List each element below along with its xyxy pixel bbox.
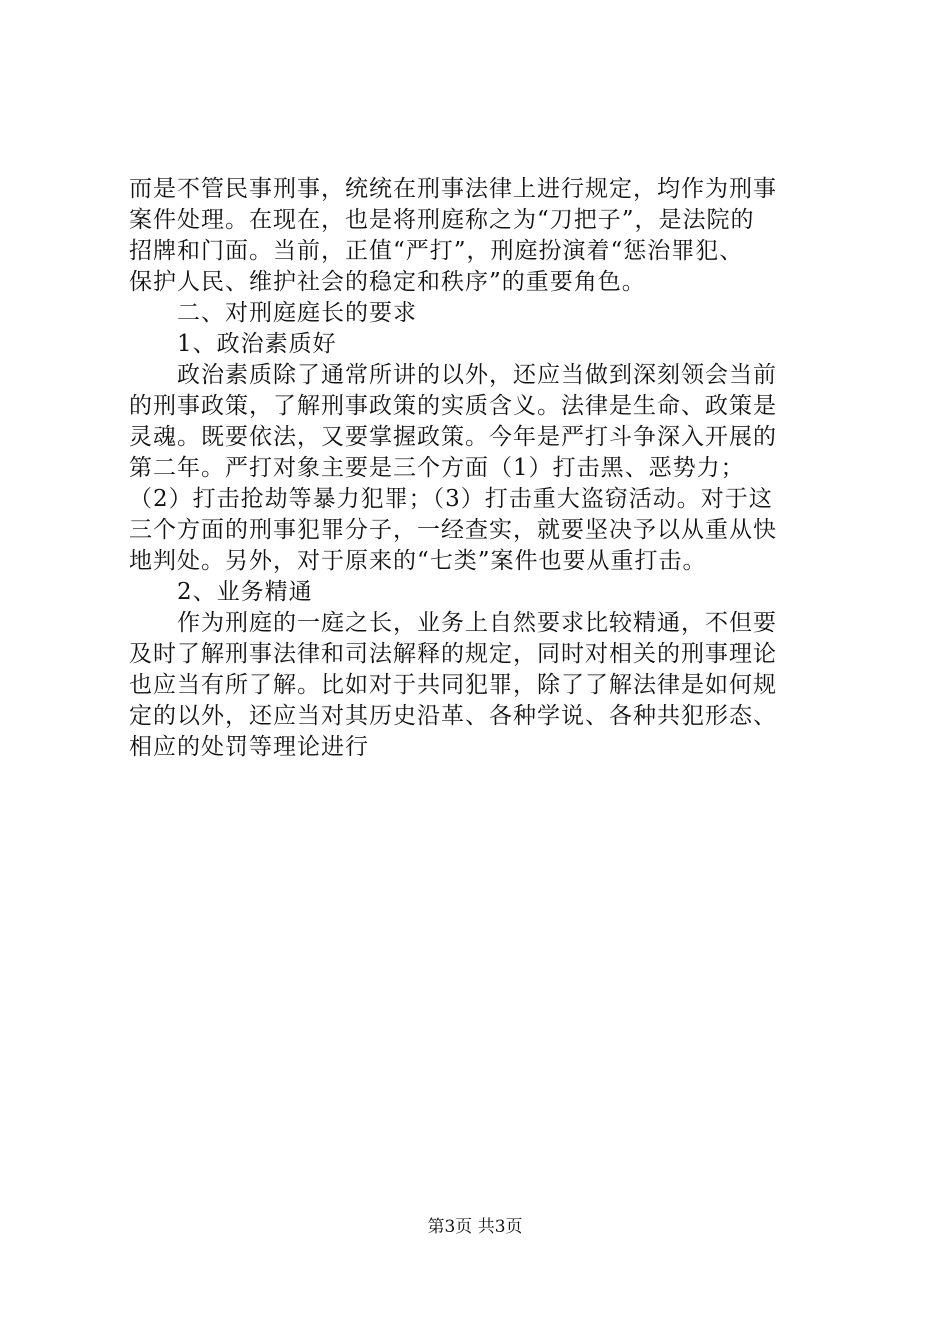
paragraph-line: 政治素质除了通常所讲的以外，还应当做到深刻领会当前 [177, 362, 777, 388]
paragraph-line: 第二年。严打对象主要是三个方面（1）打击黑、恶势力； [129, 455, 745, 481]
paragraph-line: 地判处。另外，对于原来的“七类”案件也要从重打击。 [129, 548, 707, 574]
subsection-heading: 2、业务精通 [177, 579, 313, 605]
paragraph-line: 案件处理。在现在，也是将刑庭称之为“刀把子”，是法院的 [129, 207, 755, 233]
paragraph-line: 招牌和门面。当前，正值“严打”，刑庭扮演着“惩治罪犯、 [129, 238, 744, 264]
paragraph-line: 三个方面的刑事犯罪分子，一经查实，就要坚决予以从重从快 [129, 517, 777, 543]
page-footer [0, 1216, 950, 1238]
paragraph-line: 相应的处罚等理论进行 [129, 734, 369, 760]
paragraph-line: （2）打击抢劫等暴力犯罪；（3）打击重大盗窃活动。对于这 [129, 486, 773, 512]
paragraph-line: 也应当有所了解。比如对于共同犯罪，除了了解法律是如何规 [129, 672, 777, 698]
paragraph-line: 的刑事政策，了解刑事政策的实质含义。法律是生命、政策是 [129, 393, 777, 419]
section-heading: 二、对刑庭庭长的要求 [177, 300, 417, 326]
document-body [129, 174, 829, 763]
paragraph-line: 及时了解刑事法律和司法解释的规定，同时对相关的刑事理论 [129, 641, 777, 667]
paragraph-line: 灵魂。既要依法，又要掌握政策。今年是严打斗争深入开展的 [129, 424, 777, 450]
paragraph-line: 而是不管民事刑事，统统在刑事法律上进行规定，均作为刑事 [129, 176, 777, 202]
paragraph-line: 保护人民、维护社会的稳定和秩序”的重要角色。 [129, 269, 646, 295]
paragraph-line: 定的以外，还应当对其历史沿革、各种学说、各种共犯形态、 [129, 703, 777, 729]
subsection-heading: 1、政治素质好 [177, 331, 337, 357]
page-number-label: 第3页 共3页 [427, 1217, 523, 1237]
paragraph-line: 作为刑庭的一庭之长，业务上自然要求比较精通，不但要 [177, 610, 777, 636]
